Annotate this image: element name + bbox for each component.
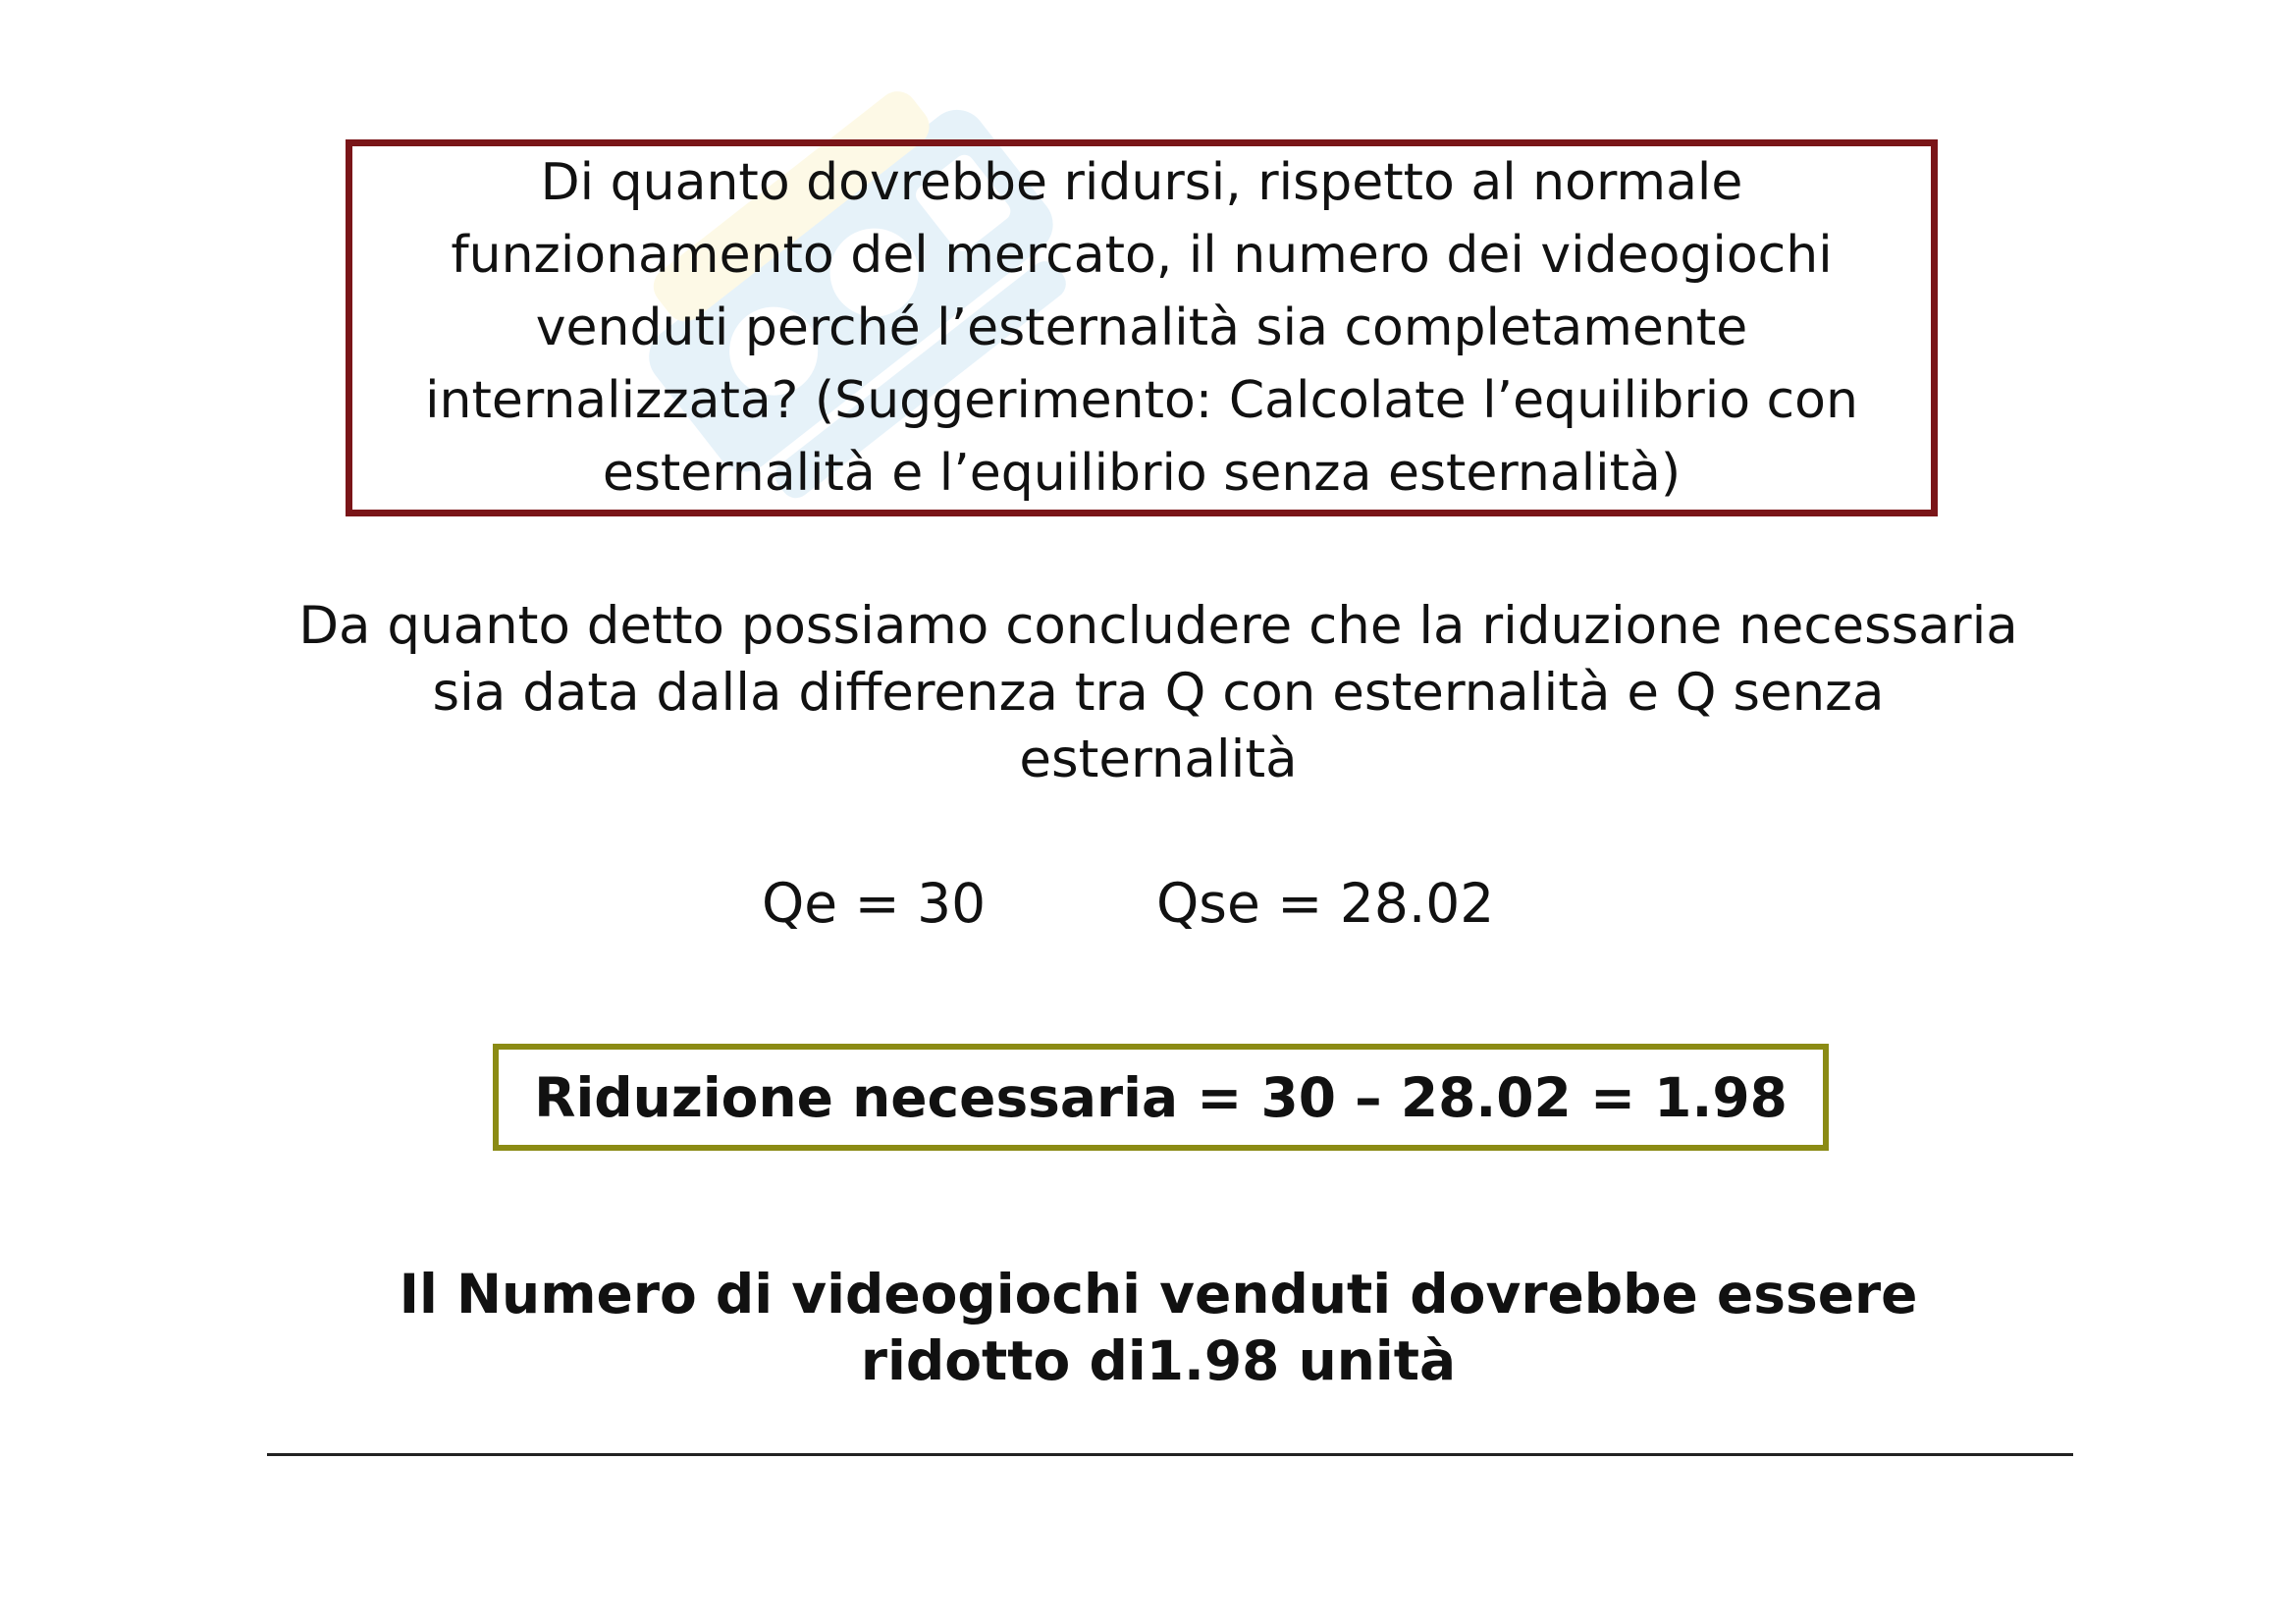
- question-box: [346, 139, 1938, 516]
- qse-value: Qse = 28.02: [1156, 872, 1495, 935]
- conclusion-text: Da quanto detto possiamo concludere che la riduzione necessaria sia data dalla differenza tra Q con esternalità e Q senza esternalità: [298, 596, 2018, 789]
- qe-value: Qe = 30: [762, 872, 987, 935]
- values-row: [0, 872, 2296, 943]
- result-box: [493, 1044, 1829, 1151]
- question-text: Di quanto dovrebbe ridursi, rispetto al normale funzionamento del mercato, il numero dei videogiochi venduti perché l’esternalità sia completamente internalizzata? (Suggerimento: Calcolate l’equilibrio con esternalità e l’equilibrio senza esternalità): [425, 153, 1858, 503]
- final-statement: Il Numero di videogiochi venduti dovrebbe essere ridotto di1.98 unità: [399, 1263, 1918, 1392]
- divider-line: [267, 1453, 2073, 1456]
- result-text: Riduzione necessaria = 30 – 28.02 = 1.98: [534, 1065, 1788, 1129]
